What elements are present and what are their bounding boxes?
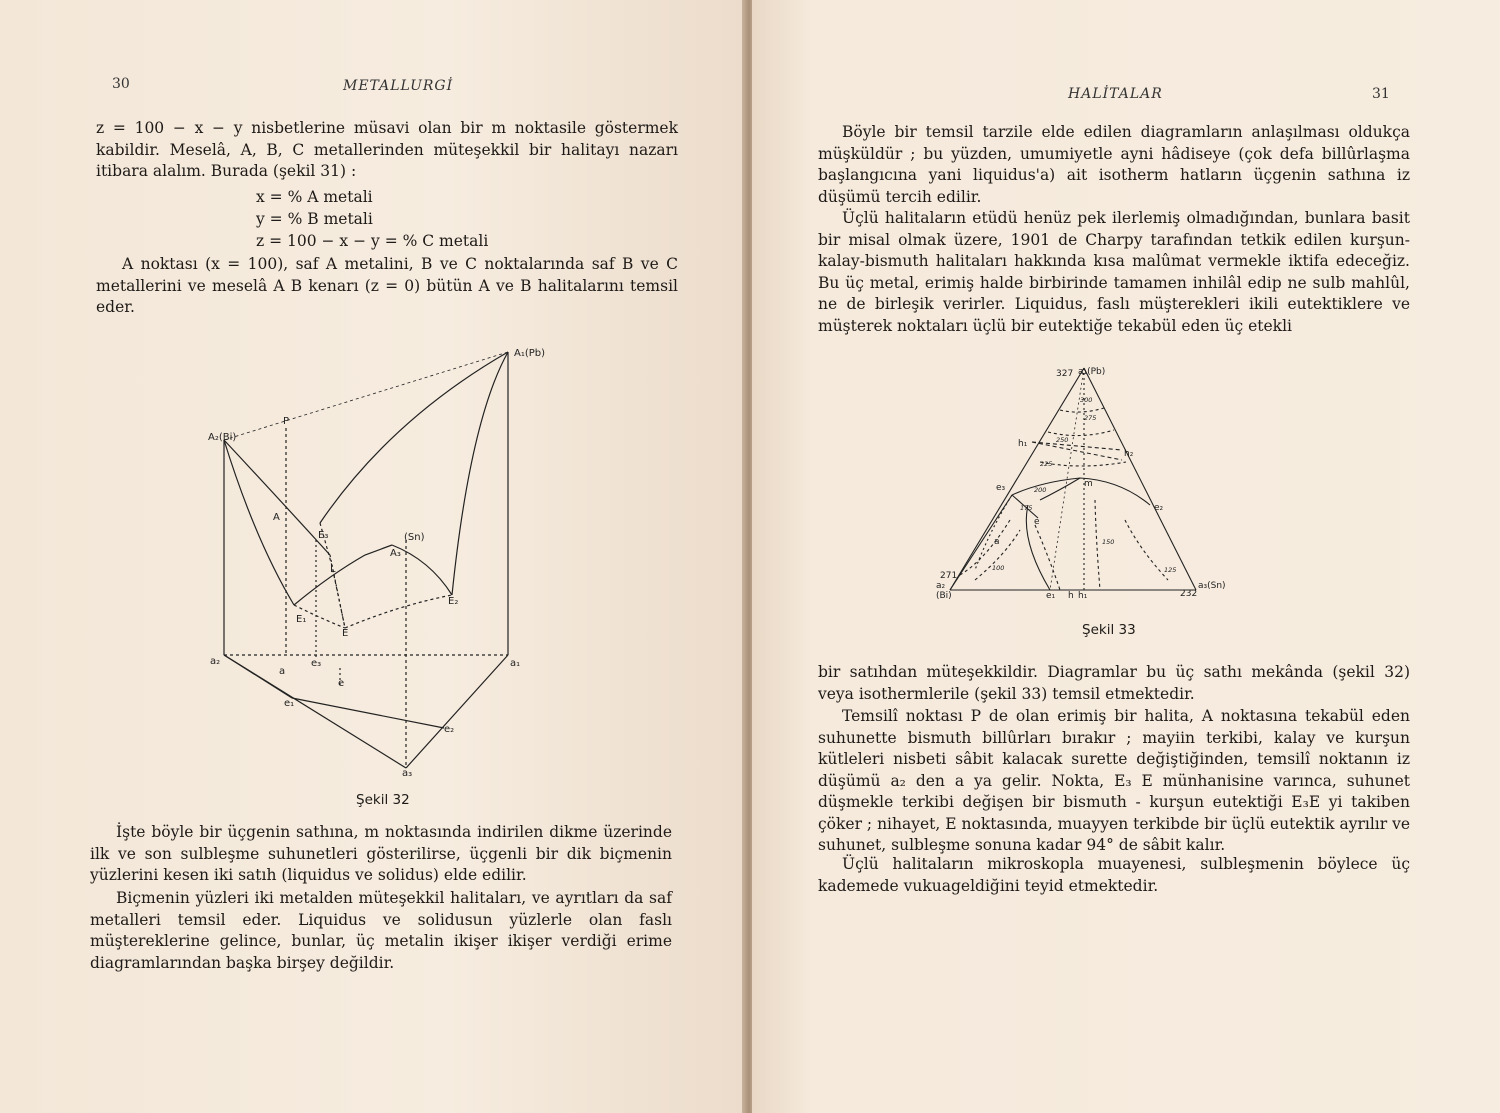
iso-label-300: 300 — [1080, 396, 1093, 404]
iso-label-250: 250 — [1056, 436, 1069, 444]
label-a2: a₂ — [210, 656, 221, 667]
label-e: e — [338, 678, 345, 689]
paragraph-3-left: İşte böyle bir üçgenin sathına, m noktasında indirilen dikme üzerinde ilk ve son sulbleşme suhunetleri gösterilirse, üçgenli bir dik biçmenin yüzlerini kesen iki satıh (liquidus ve solidus) elde edilir. — [90, 823, 672, 884]
formula-z: z = 100 − x − y = % C metali — [256, 232, 489, 250]
label-h: h — [1068, 591, 1074, 601]
label-A: A — [273, 512, 280, 523]
paragraph-2-left: A noktası (x = 100), saf A metalini, B ve C noktalarında saf B ve C metallerini ve meselâ A B kenarı (z = 0) bütün A ve B halitalarını temsil eder. — [96, 255, 678, 316]
label-A2: A₂(Bi) — [208, 432, 237, 443]
label-L: L — [330, 564, 336, 575]
label-a2: a₂ — [936, 581, 946, 591]
paragraph-4-right: Temsilî noktası P de olan erimiş bir halita, A noktasına tekabül eden suhunette bismuth billûrları bırakır ; mayiin terkibi, kalay ve kurşun kütleleri nisbeti sâbit kalacak surette değiştiğinden, temsilî noktanın iz düşümü a₂ den a ya gelir. Nokta, E₃ E münhanisine varınca, suhunet düşmekle terkibi değişen bir bismuth - kurşun eutektiği E₃E yi takiben çöker ; nihayet, E noktasında, muayyen terkibde bir üçlü eutektik ayrılır ve suhunet, sulbleşme sonuna kadar 94° de sâbit kalır. — [818, 707, 1410, 854]
formula-y: y = % B metali — [256, 210, 373, 228]
label-a: a — [279, 666, 286, 677]
label-a1-Pb: a₁(Pb) — [1078, 367, 1106, 377]
label-232: 232 — [1180, 589, 1198, 599]
label-A1: A₁(Pb) — [514, 348, 546, 359]
formula-x: x = % A metali — [256, 188, 373, 206]
figure-caption-33: Şekil 33 — [1082, 622, 1136, 638]
paragraph-3-right: bir satıhdan müteşekkildir. Diagramlar bu üç sathı mekânda (şekil 32) veya isothermlerile (şekil 33) temsil etmektedir. — [818, 663, 1410, 703]
label-h2: h₂ — [1124, 449, 1134, 459]
figure-caption-32: Şekil 32 — [356, 792, 410, 808]
label-E1: E₁ — [296, 614, 307, 625]
running-head-left: METALLURGİ — [343, 78, 454, 94]
iso-label-100: 100 — [992, 564, 1005, 572]
iso-label-275: 275 — [1084, 414, 1097, 422]
label-a3-Sn: a₃(Sn) — [1198, 581, 1226, 591]
label-a1: a₁ — [510, 658, 521, 669]
label-a: a — [994, 537, 1000, 547]
left-page — [0, 0, 748, 1113]
running-head-right: HALİTALAR — [1068, 86, 1163, 102]
label-Bi: (Bi) — [936, 591, 952, 601]
label-h1-base: h₁ — [1078, 591, 1088, 601]
figure-33-diagram — [932, 358, 1237, 603]
label-e3: e₃ — [996, 483, 1006, 493]
iso-label-125: 125 — [1164, 566, 1177, 574]
figure-32-diagram — [200, 338, 546, 783]
page-number-right: 31 — [1372, 86, 1390, 102]
right-page — [752, 0, 1500, 1113]
paragraph-1-right: Böyle bir temsil tarzile elde edilen diagramların anlaşılması oldukça müşküldür ; bu yüzden, umumiyetle ayni hâdiseye (çok defa billûrlaşma başlangıcına yani liquidus'a) ait isotherm hatların üçgenin sathına iz düşümü tercih edilir. — [818, 123, 1410, 206]
label-e1: e₁ — [1046, 591, 1056, 601]
label-e2: e₂ — [444, 724, 455, 735]
label-e2: e₂ — [1154, 503, 1164, 513]
label-h1: h₁ — [1018, 439, 1028, 449]
label-327: 327 — [1056, 369, 1074, 379]
paragraph-2-right: Üçlü halitaların etüdü henüz pek ilerlemiş olmadığından, bunlara basit bir misal olmak üzere, 1901 de Charpy tarafından tetkik edilen kurşun-kalay-bismuth halitaları hakkında kısa malûmat vermekle iktifa edeceğiz. Bu üç metal, erimiş halde birbirinde tamamen inhilâl edip ne sulb mahlûl, ne de birleşik verirler. Liquidus, faslı müşterekleri ikili eutektiklere ve müşterek noktaları üçlü bir eutektiğe tekabül eden üç etekli — [818, 209, 1410, 335]
label-Sn: (Sn) — [404, 532, 425, 543]
label-E: E — [342, 628, 349, 639]
label-P: P — [283, 416, 290, 427]
intro-paragraph: z = 100 − x − y nisbetlerine müsavi olan bir m noktasile göstermek kabildir. Meselâ, A, B, C metallerinden müteşekkil bir halitayı nazarı itibara alalım. Burada (şekil 31) : — [96, 119, 678, 180]
label-E2: E₂ — [448, 596, 459, 607]
iso-label-175: 175 — [1020, 504, 1033, 512]
iso-label-225: 225 — [1040, 460, 1053, 468]
label-a3: a₃ — [402, 768, 413, 779]
label-m: m — [1084, 479, 1093, 489]
iso-label-200: 200 — [1034, 486, 1047, 494]
label-A3: A₃ — [390, 548, 401, 559]
label-e1: e₁ — [284, 698, 295, 709]
label-e: e — [1034, 517, 1040, 527]
iso-label-150: 150 — [1102, 538, 1115, 546]
paragraph-5-right: Üçlü halitaların mikroskopla muayenesi, sulbleşmenin böylece üç kademede vukuageldiğini teyid etmektedir. — [818, 855, 1410, 895]
label-E3: E₃ — [318, 530, 329, 541]
paragraph-4-left: Biçmenin yüzleri iki metalden müteşekkil halitaları, ve ayrıtları da saf metalleri temsil eder. Liquidus ve solidusun yüzlerle olan faslı müştereklerine gelince, bunlar, üç metalin ikişer ikişer verdiği erime diagramlarından başka birşey değildir. — [90, 889, 672, 972]
page-number-left: 30 — [112, 76, 130, 92]
label-271: 271 — [940, 571, 958, 581]
label-e3: e₃ — [311, 658, 322, 669]
